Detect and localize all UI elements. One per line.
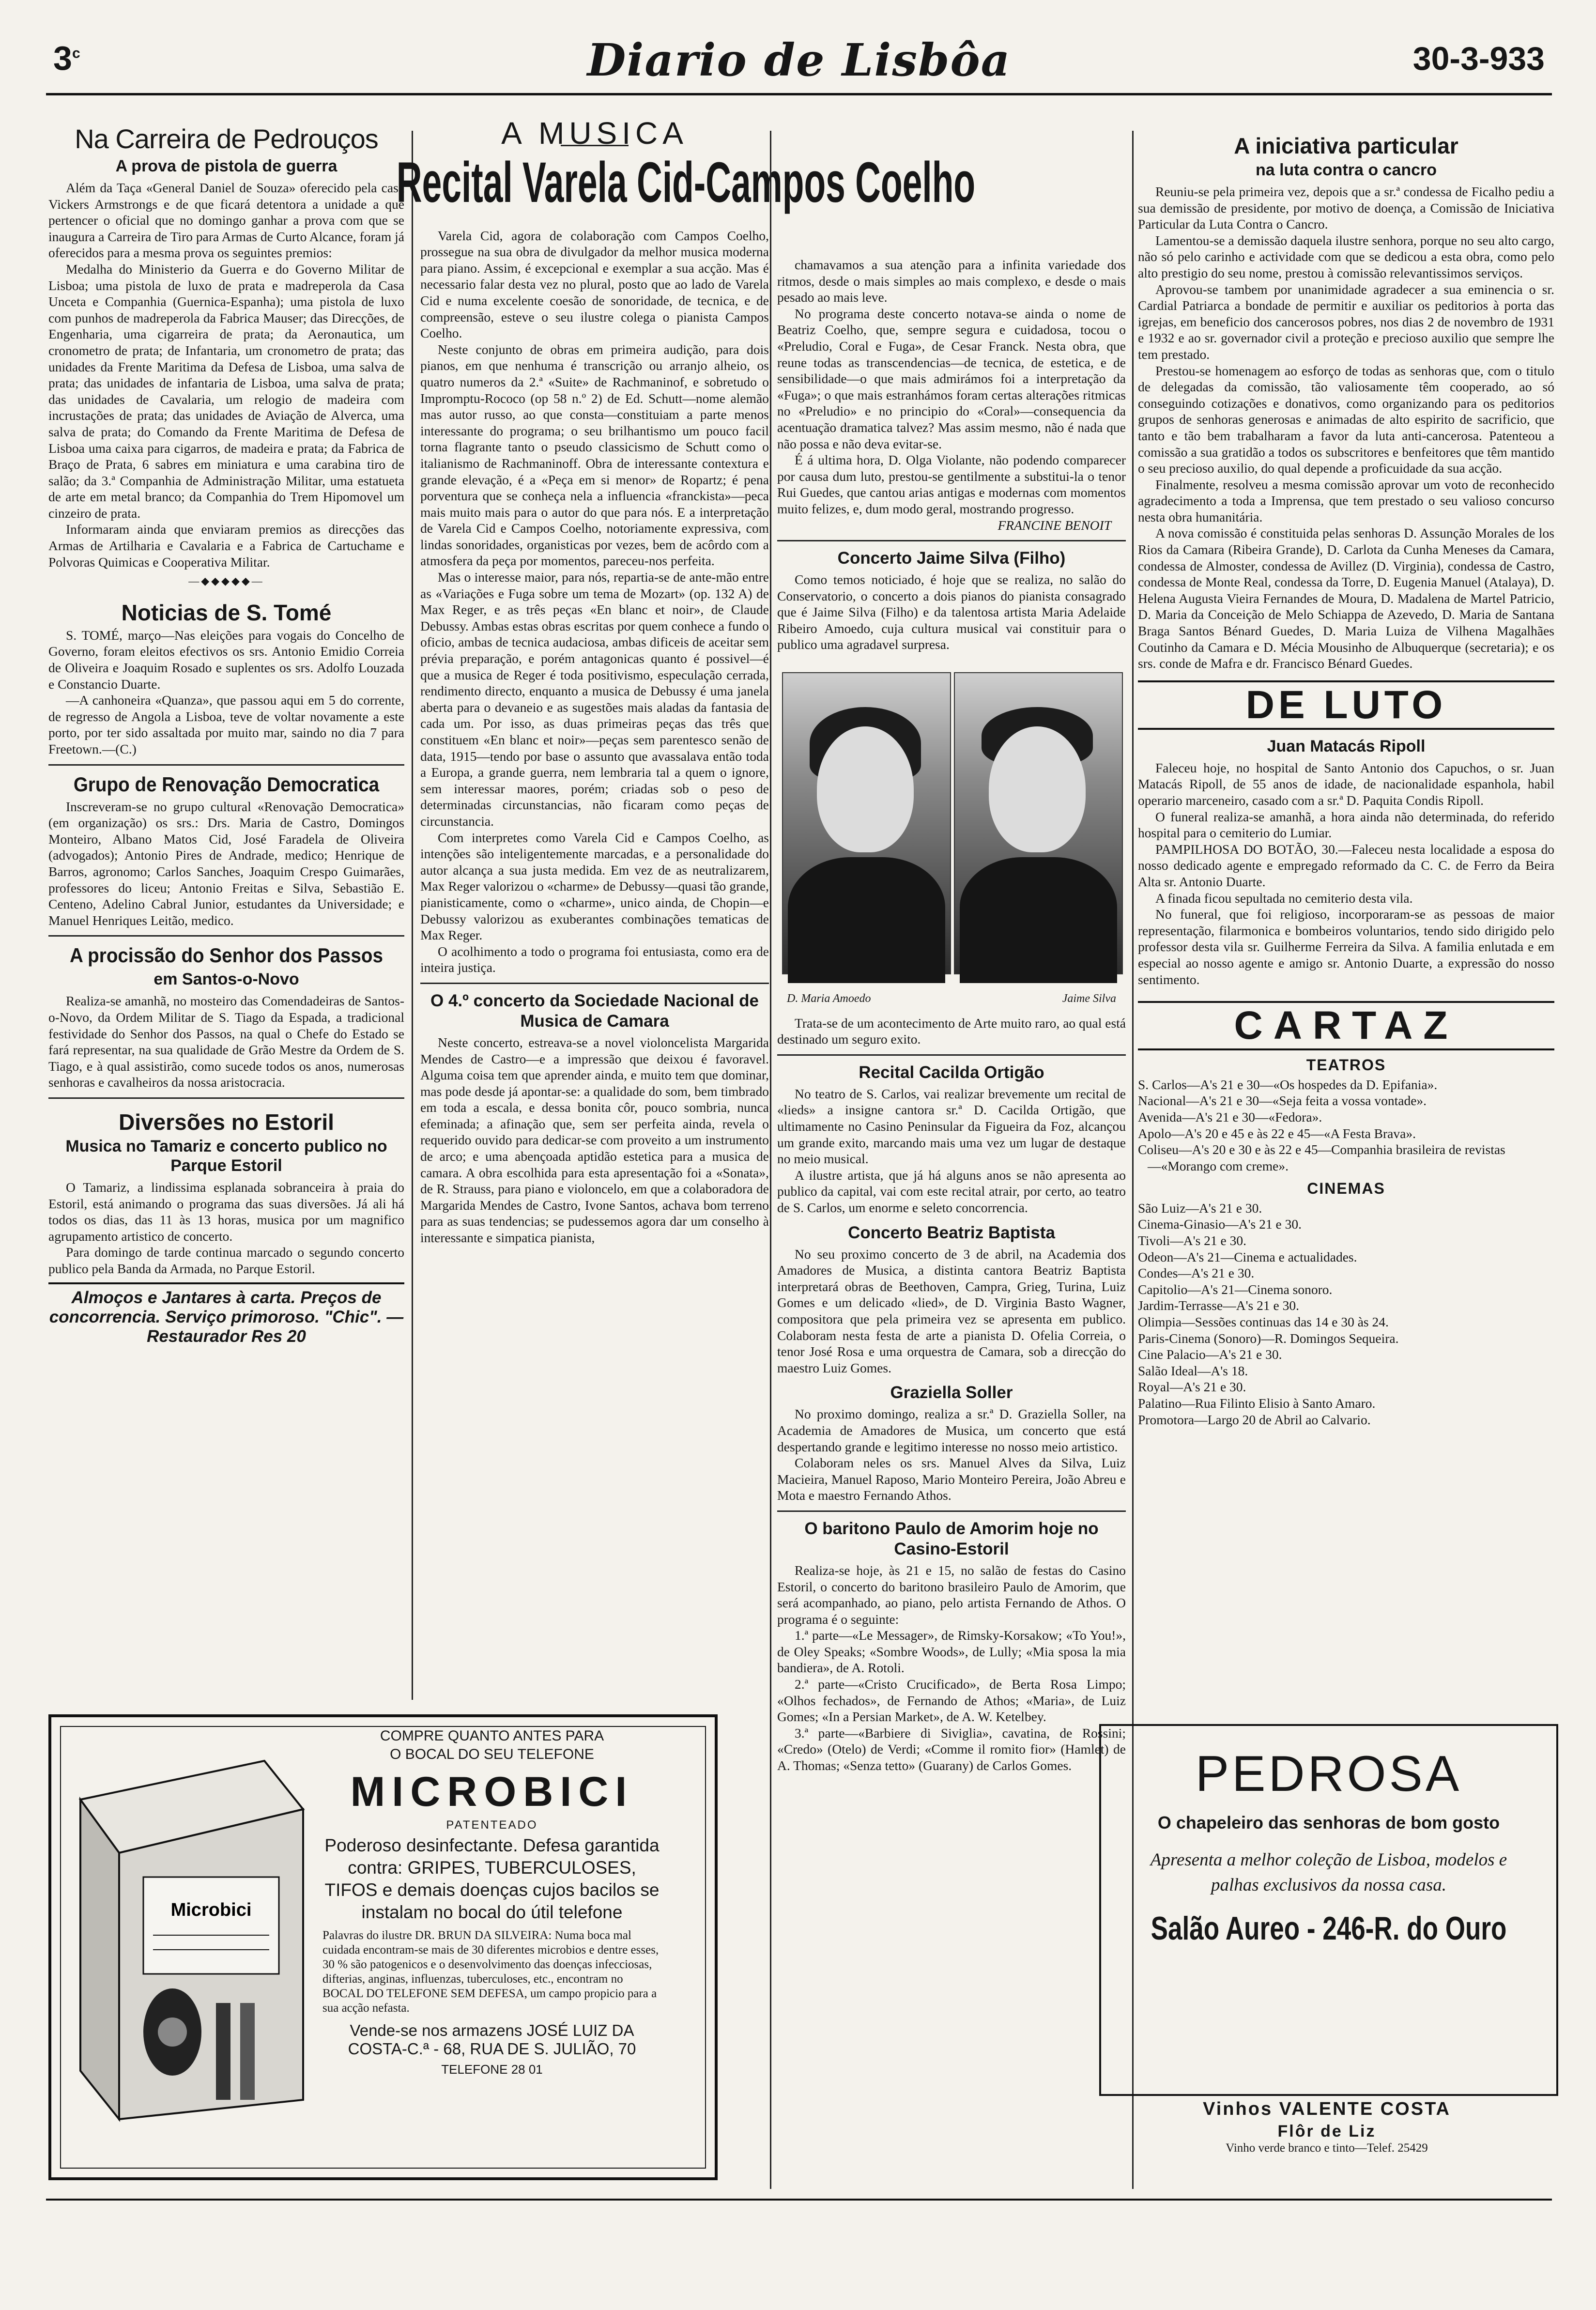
teatros-label: TEATROS <box>1306 1056 1386 1074</box>
photo-captions <box>787 991 1116 1007</box>
cinemas-label: CINEMAS <box>1307 1180 1385 1198</box>
list-item: Condes—A's 21 e 30. <box>1138 1265 1255 1281</box>
list-item: Palatino—Rua Filinto Elisio à Santo Amaro. <box>1138 1396 1376 1411</box>
ad-top-line-2: O BOCAL DO SEU TELEFONE <box>390 1746 594 1762</box>
paragraph: Para domingo de tarde continua marcado o segundo concerto publico pela Banda da Armada, no Parque Estoril. <box>48 1245 404 1276</box>
paragraph: No funeral, que foi religioso, incorporaram-se as pessoas de maior representação, filarmonica e bombeiros voluntarios, tendo sido dirigido pelo professor desta vila sr. Guilherme Ferreira da Silva. A familia enlutada e em especial ao nosso agente e amigo sr. Antonio Duarte, a expressão do nosso sentimento. <box>1138 907 1554 987</box>
headline-juan-ripoll: Juan Matacás Ripoll <box>1267 737 1426 755</box>
caption-right: Jaime Silva <box>1062 992 1116 1005</box>
list-item: Promotora—Largo 20 de Abril ao Calvario. <box>1138 1412 1371 1427</box>
paragraph: Colaboram neles os srs. Manuel Alves da Silva, Luiz Macieira, Manuel Raposo, Mario Monteiro Pereira, João Abreu e Mota e maestro Fernando Athos. <box>777 1455 1126 1503</box>
paragraph: A ilustre artista, que já há alguns anos se não apresenta ao publico da capital, vai com este recital atrair, por certo, ao teatro de S. Carlos, um enorme e seleto concorrencia. <box>777 1167 1126 1215</box>
paragraph: Neste conjunto de obras em primeira audição, para dois pianos, em que nenhuma é transcrição ou arranjo alheio, os quatro numeros da 2.ª «Suite» de Rachmaninof, e sobretudo o Impromptu-Rococo (op 58 n.º 2) de Ed. Schutt—nome alemão mas autor russo, ao que consta—constituiam a parte menos interessante do programa; o seu brilhantismo um pouco facil torna flagrante tanto o pseudo classicismo de Schutt como o italianismo de Rachmaninoff. Obra de interessante contextura e grande elevação, é a «Peça em si menor» de Ropartz; é pena porventura que se conheça nela a influencia «franckista»—peca mais muito mais para o autor do que para nós. E a interpretação de Varela Cid e Campos Coelho, notoriamente expressiva, com lindas sonoridades, organisticas por vezes, bem de acôrdo com a atmosfera da peça por momentos, pareceu-nos perfeita. <box>420 341 769 569</box>
headline-beatriz: Concerto Beatriz Baptista <box>848 1223 1055 1242</box>
section-title-musica: A MUSICA <box>501 116 688 151</box>
subheadline-tamariz: Musica no Tamariz e concerto publico no Parque Estoril <box>65 1137 387 1175</box>
headline-pedroucos: Na Carreira de Pedrouços <box>75 123 378 154</box>
headline-jaime-silva: Concerto Jaime Silva (Filho) <box>837 549 1066 568</box>
microbici-advertisement <box>48 1714 718 2180</box>
list-item: Cinema-Ginasio—A's 21 e 30. <box>1138 1217 1302 1232</box>
ad-fine-print: Palavras do ilustre DR. BRUN DA SILVEIRA: Numa boca mal cuidada encontram-se mais de 30 diferentes microbios e dentre esses, 30 % são patogenicos e o desenvolvimento das doenças infecciosas, difterias, anginas, influenzas, tuberculoses, etc., encontram no BOCAL DO TELEFONE SEM DEFESA, um campo propicio para a sua acção nefasta. <box>322 1929 659 2015</box>
paragraph: Lamentou-se a demissão daquela ilustre senhora, porque no seu alto cargo, não só pelo carinho e actividade com que se dedicou a esta obra, como pelo alto prestigio do seu nome, prestou à comissão relevantissimos serviços. <box>1138 232 1554 280</box>
list-item: São Luiz—A's 21 e 30. <box>1138 1200 1262 1216</box>
paragraph: A nova comissão é constituida pelas senhoras D. Assunção Morales de los Rios da Camara (Ribeira Grande), D. Carlota da Cunha Meneses da Camara, condessa de Almoster, condessa de Avillez (D. Virginia), condessa de Castro, condessa de Monte Real, condessa da Torre, D. Eugenia Manuel (Atalaya), D. Helena Augusta Vieira Fernandes de Moura, D. Madalena de Martel Patricio, D. Maria da Conceição de Melo Schiappa de Azevedo, D. Maria de Santana Braga Santos Bénard Guedes, D. Maria Luiza de Vilhena Magalhães Coutinho da Camara e D. Mécia Mousinho de Albuquerque (secretaria); e os srs. conde de Mafra e dr. Francisco Bénard Guedes. <box>1138 525 1554 671</box>
paragraph: Faleceu hoje, no hospital de Santo Antonio dos Capuchos, o sr. Juan Matacás Ripoll, de 55 anos de idade, de nacionalidade espanhola, habil operario marceneiro, casado com a sr.ª D. Paquita Condis Ripoll. <box>1138 760 1554 808</box>
paragraph: O acolhimento a todo o programa foi entusiasta, como era de inteira justiça. <box>420 943 769 975</box>
paragraph: Aprovou-se tambem por unanimidade agradecer a sua eminencia o sr. Cardial Patriarca a bondade de permitir e auxiliar os peditorios à porta das igrejas, em beneficio dos cancerosos pobres, nos dias 2 de novembro de 1931 e 1932 e ao sr. governador civil a proteção e precioso auxilio que sempre lhe tem prestado. <box>1138 281 1554 362</box>
list-item: Tivoli—A's 21 e 30. <box>1138 1233 1246 1248</box>
ornament-divider: —◆◆◆◆◆— <box>188 575 264 587</box>
paragraph: Inscreveram-se no grupo cultural «Renovação Democratica» (em organização) os srs.: Drs. Maria de Castro, Domingos Monteiro, Albano Matos Cid, José Faradela de Oliveira (advogados); Antonio Pires de Andrade, medico; Henrique de Barros, agronomo; Carlos Sanches, Joaquim Crespo Guimarães, professores do liceu; Antonio Freitas e Silva, Sebastião E. Centeno, Adelino Cabral Junior, estudantes da Universidade; e Manuel Henriques Leitão, medico. <box>48 799 404 928</box>
paragraph: 2.ª parte—«Cristo Crucificado», de Berta Rosa Limpo; «Olhos fechados», de Fernando de Athos; «Maria», de Luiz Gomes; «In a Persian Market», de A. W. Ketelbey. <box>777 1677 1126 1725</box>
portrait-face <box>817 726 914 852</box>
headline-renovacao: Grupo de Renovação Democratica <box>73 772 380 796</box>
paragraph: Prestou-se homenagem ao esforço de todas as senhoras que, com o titulo de delegadas da comissão, tão valiosamente têm cooperado, ao só conseguindo cotizações e donativos, como organizando para os peditorios grupos de senhoras generosas e animadas de alto espirito de sacrificio, que tanto e tão bem trabalharam a favor da luta anti-cancerosa. Patenteou a comissão a sua gratidão a todos os subscritores e benfeitores que têm mantido o seu precioso auxilio, do qual depende a proficuidade da sua acção. <box>1138 363 1554 476</box>
ad-phone: TELEFONE 28 01 <box>441 2062 543 2077</box>
headline-estoril: Diversões no Estoril <box>119 1109 334 1135</box>
paragraph: Com interpretes como Varela Cid e Campos Coelho, as intenções são inteligentemente marcadas, e a personalidade do autor alcança a sua justa medida. Em vez de as neutralizarem, Max Reger valorizou o «charme» de Debussy—quasi tão grande, pianisticamente, como o «charme», unico ainda, de Chopin—e Debussy valorizou as exuberantes combinações tematicas de Max Reger. <box>420 830 769 943</box>
portrait-body <box>788 857 945 983</box>
divider <box>420 983 769 984</box>
list-item: Coliseu—A's 20 e 30 e às 22 e 45—Companhia brasileira de revistas—«Morango com creme». <box>1138 1142 1505 1173</box>
paragraph: O Tamariz, a lindissima esplanada sobranceira à praia do Estoril, está animando o programa das suas diversões. Já ali há todos os dias, das 11 às 13 horas, musica por um magnifico agrupamento artistico de concerto. <box>48 1179 404 1244</box>
disinfectant-box-illustration <box>61 1732 313 2129</box>
list-item: Avenida—A's 21 e 30—«Fedora». <box>1138 1109 1322 1124</box>
ad-sales-address: Vende-se nos armazens JOSÉ LUIZ DA COSTA-C.ª - 68, RUA DE S. JULIÃO, 70 <box>348 2021 636 2058</box>
svg-text:Microbici: Microbici <box>170 1900 252 1920</box>
paragraph: É á ultima hora, D. Olga Violante, não podendo comparecer por causa dum luto, prestou-se gentilmente a substitui-la o tenor Rui Guedes, que cantou arias antigas e modernas com momentos muito felizes, e, dum modo geral, mostrando progresso. <box>777 452 1126 516</box>
vinhos-advertisement <box>1099 2097 1554 2155</box>
cinemas-list <box>1138 1200 1554 1428</box>
page-number: 3$^c$ <box>53 39 80 77</box>
paragraph: 1.ª parte—«Le Messager», de Rimsky-Korsakow; «To You!», de Oley Speaks; «Sombre Woods», de Lully; «Mia sposa la mia bandiera», de A. Rotoli. <box>777 1628 1126 1676</box>
subheadline-santos: em Santos-o-Novo <box>153 970 299 989</box>
author-signature: FRANCINE BENOIT <box>998 517 1111 533</box>
paragraph: Trata-se de um acontecimento de Arte muito raro, ao qual está destinado um seguro exito. <box>777 1015 1126 1047</box>
portrait-photos <box>782 672 1121 987</box>
bottom-rule <box>46 2199 1552 2201</box>
column-3 <box>777 257 1126 2310</box>
paragraph: 3.ª parte—«Barbiere di Siviglia», cavatina, de Rossini; «Credo» (Otelo) de Verdi; «Comme il romito fior» (Hamlet) de A. Thomas; «Senza tetto» (Guarany) de Carlos Gomes. <box>777 1725 1126 1773</box>
newspaper-title: Diario de Lisbôa <box>587 34 1011 86</box>
paragraph: Informaram ainda que enviaram premios as direcções das Armas de Artilharia e Cavalaria e a Fabrica de Cartuchame e Polvoras Quimicas e Cooperativa Militar. <box>48 522 404 570</box>
headline-iniciativa: A iniciativa particular <box>1234 133 1458 158</box>
paragraph: Varela Cid, agora de colaboração com Campos Coelho, prossegue na sua obra de divulgador da melhor musica moderna para piano. Assim, é excepcional e exemplar a sua acção. Mas é necessario falar desta vez no plural, posto que ao lado de Varela Cid e numa excelente coesão de sonoridade, de tecnica, e de compreensão, esteve o seu ilustre colega o pianista Campos Coelho. <box>420 228 769 341</box>
ad-body: Poderoso desinfectante. Defesa garantida contra: GRIPES, TUBERCULOSES, TIFOS e demais doenças cujos bacilos se instalam no bocal do útil telefone <box>324 1835 660 1922</box>
issue-date: 30-3-933 <box>1412 40 1545 77</box>
column-rule <box>412 131 413 1700</box>
list-item: Apolo—A's 20 e 45 e às 22 e 45—«A Festa Brava». <box>1138 1125 1416 1141</box>
paragraph: Como temos noticiado, é hoje que se realiza, no salão do Conservatorio, o concerto a dois pianos do pianista consagrado que é Jaime Silva (Filho) e da talentosa artista Maria Adelaide Ribeiro Amoedo, cuja cultura musical vai constituir para o publico uma agradavel surpresa. <box>777 572 1126 652</box>
ad-copy <box>322 1727 661 2079</box>
list-item: Royal—A's 21 e 30. <box>1138 1379 1246 1395</box>
vinhos-subtitle: Flôr de Liz <box>1277 2122 1376 2141</box>
paragraph: Além da Taça «General Daniel de Souza» oferecido pela casa Vickers Armstrongs e de que ficará detentora a unidade a que pertencer o oficial que no domingo ganhar a prova com que se inaugura a Carreira de Tiro para Armas de Curto Alcance, foram já oferecidos para a mesma prova os seguintes premios: <box>48 180 404 261</box>
paragraph: No programa deste concerto notava-se ainda o nome de Beatriz Coelho, que, sempre segura e cuidadosa, tocou o «Preludio, Coral e Fuga», de Cesar Franck. Nesta obra, que reune todas as transcendencias—de tecnica, de estetica, e de sensibilidade—o que mais admirámos foi a interpretação da «Fuga»; o que mais estranhámos foram certas alterações ritmicas no «Preludio» e no principio do «Coral»—consequencia da acentuação dramatica talvez? Mas assim mesmo, não é nada que não possa e não deva evitar-se. <box>777 306 1126 451</box>
pedrosa-tagline: O chapeleiro das senhoras de bom gosto <box>1157 1813 1500 1833</box>
divider <box>777 540 1126 541</box>
paragraph: —A canhoneira «Quanza», que passou aqui em 5 do corrente, de regresso de Angola a Lisboa, teve de voltar novamente a este porto, por ter sido assaltada por muito mar, saindo no dia 7 para Freetown.—(C.) <box>48 693 404 756</box>
ad-top-line-1: COMPRE QUANTO ANTES PARA <box>380 1728 604 1744</box>
pedrosa-description: Apresenta a melhor coleção de Lisboa, modelos e palhas exclusivos da nossa casa. <box>1150 1850 1507 1895</box>
column-rule <box>770 131 771 2189</box>
cartaz-header: CARTAZ <box>1138 1001 1554 1050</box>
headline-cacilda: Recital Cacilda Ortigão <box>859 1063 1044 1082</box>
list-item: Nacional—A's 21 e 30—«Seja feita a vossa vontade». <box>1138 1093 1427 1109</box>
column-4-inner <box>1109 133 1554 1428</box>
portrait-jaime-silva <box>954 672 1123 974</box>
headline-sao-tome: Noticias de S. Tomé <box>121 600 332 625</box>
ad-brand-microbici: MICROBICI <box>350 1769 634 1815</box>
divider <box>48 1097 404 1099</box>
caption-left: D. Maria Amoedo <box>787 992 871 1005</box>
divider <box>48 764 404 766</box>
column-4 <box>1109 119 1554 1712</box>
de-luto-header: DE LUTO <box>1138 680 1554 730</box>
divider <box>777 1054 1126 1056</box>
column-1 <box>48 119 404 1697</box>
paragraph: Reuniu-se pela primeira vez, depois que a sr.ª condessa de Ficalho pediu a sua demissão de presidente, por motivo de doença, a Comissão de Iniciativa Particular da Luta Contra o Cancro. <box>1138 184 1554 232</box>
vinhos-line: Vinho verde branco e tinto—Telef. 25429 <box>1226 2141 1428 2155</box>
headline-sociedade: O 4.º concerto da Sociedade Nacional de Musica de Camara <box>430 991 759 1031</box>
list-item: Jardim-Terrasse—A's 21 e 30. <box>1138 1298 1299 1313</box>
ad-patented: PATENTEADO <box>446 1818 538 1832</box>
divider <box>777 1510 1126 1512</box>
subheadline-cancro: na luta contra o cancro <box>1255 161 1437 179</box>
paragraph: Medalha do Ministerio da Guerra e do Governo Militar de Lisboa; uma pistola de luxo de prata e madreperola da Casa Unceta e Companhia (Guernica-Espanha); uma pistola de luxo com punhos de madreperola da Fabrica Mauser; das Direcções, de Engenharia, uma cigarreira de prata; da Aeronautica, um cronometro de prata; de Infantaria, um cronometro de prata; das unidades da Frente Maritima da Defesa de Lisboa, uma salva de prata; das unidades de infantaria de Lisboa, uma salva de prata; das unidades de Cavalaria, um relogio de madeira com incrustações de prata; das unidades de Aviação de Alverca, uma salva de prata; do Comando da Frente Maritima de Defesa de Lisboa uma caixa para cigarros, de madeira e prata; da Fabrica de Braço de Prata, 6 sabres em miniatura e uma carabina tiro de salão; da 3.ª Companhia de Administração Militar, uma estatueta de arte em metal branco; da Companhia do Trem Hipomovel um cinzeiro de prata. <box>48 261 404 521</box>
paragraph: No seu proximo concerto de 3 de abril, na Academia dos Amadores de Musica, a distinta cantora Beatriz Baptista interpretará obras de Beethoven, Campra, Grieg, Turina, Luiz Gomes e um delicado «lied», de D. Virginia Basto Wagner, compositora que pela primeira vez se apresenta em publico. Colaboram nesta festa de arte a pianista D. Ofelia Correia, o tenor José Rosa e uma orquestra de Camara, sob a direcção do maestro Luiz Gomes. <box>777 1246 1126 1375</box>
headline-graziella: Graziella Soller <box>890 1383 1013 1402</box>
pedrosa-name: PEDROSA <box>1195 1746 1462 1802</box>
restaurant-ad-strip: Almoços e Jantares à carta. Preços de concorrencia. Serviço primoroso. "Chic". — Restaurador Res 20 <box>48 1282 404 1346</box>
list-item: S. Carlos—A's 21 e 30—«Os hospedes da D. Epifania». <box>1138 1077 1438 1092</box>
list-item: Cine Palacio—A's 21 e 30. <box>1138 1347 1282 1362</box>
paragraph: Finalmente, resolveu a mesma comissão aprovar um voto de reconhecido agradecimento a toda a Imprensa, que tem prestado o seu valioso concurso nesta obra humanitária. <box>1138 477 1554 524</box>
paragraph: No teatro de S. Carlos, vai realizar brevemente um recital de «lieds» a insigne cantora sr.ª D. Cacilda Ortigão, que ultimamente no Casino Peninsular da Figueira da Foz, alcançou um grande exito, marcando mais uma vez um lugar de destaque no meio musical. <box>777 1086 1126 1167</box>
paragraph: O funeral realiza-se amanhã, a hora ainda não determinada, do referido hospital para o cemiterio do Lumiar. <box>1138 809 1554 841</box>
portrait-maria-amoedo <box>782 672 951 974</box>
pedrosa-store-address: Salão Aureo - 246-R. do Ouro <box>1151 1910 1507 1947</box>
headline-paulo-amorim: O baritono Paulo de Amorim hoje no Casino-Estoril <box>804 1519 1099 1558</box>
portrait-face <box>989 726 1086 852</box>
pedrosa-advertisement <box>1099 1724 1558 2096</box>
paragraph: PAMPILHOSA DO BOTÃO, 30.—Faleceu nesta localidade a esposa do nosso dedicado agente e empregado reformado da C. C. de Ferro da Beira Alta sr. Antonio Duarte. <box>1138 841 1554 889</box>
list-item: Paris-Cinema (Sonoro)—R. Domingos Sequeira. <box>1138 1330 1399 1346</box>
paragraph: A finada ficou sepultada no cemiterio desta vila. <box>1155 890 1413 906</box>
vinhos-title: Vinhos VALENTE COSTA <box>1203 2099 1451 2119</box>
paragraph: Realiza-se amanhã, no mosteiro das Comendadeiras de Santos-o-Novo, da Ordem Militar de S. Tiago da Espada, a tradicional festividade do Senhor dos Passos, na qual o Chefe do Estado se fará representar, na sua qualidade de Grão Mestre da Ordem de S. Tiago, e à qual assistirão, como sucede todos os anos, numerosas senhoras e cavalheiros da nossa aristocracia. <box>48 993 404 1090</box>
masthead <box>44 34 1554 92</box>
paragraph: S. TOMÉ, março—Nas eleições para vogais do Concelho de Governo, foram eleitos efectivos os srs. Antonio Emidio Correia de Oliveira e Joaquim Rosado e suplentes os srs. Adolfo Louzada e Constancio Duarte. <box>48 627 404 692</box>
list-item: Salão Ideal—A's 18. <box>1138 1363 1248 1378</box>
paragraph: No proximo domingo, realiza a sr.ª D. Graziella Soller, na Academia de Amadores de Musica, um concerto que está despertando grande e legitimo interesse no nosso meio artistico. <box>777 1406 1126 1454</box>
paragraph: chamavamos a sua atenção para a infinita variedade dos ritmos, desde o mais simples ao mais complexo, e desde o mais pesado ao mais leve. <box>777 257 1126 305</box>
subheadline-pistola: A prova de pistola de guerra <box>115 157 338 175</box>
list-item: Odeon—A's 21—Cinema e actualidades. <box>1138 1249 1357 1264</box>
divider <box>48 935 404 937</box>
headline-recital: Recital Varela Cid-Campos Coelho <box>396 150 976 215</box>
paragraph: Realiza-se hoje, às 21 e 15, no salão de festas do Casino Estoril, o concerto do baritono brasileiro Paulo de Amorim, que será acompanhado, ao piano, pelo artista Fernando de Athos. O programa é o seguinte: <box>777 1562 1126 1627</box>
paragraph: Mas o interesse maior, para nós, repartia-se de ante-mão entre as «Variações e Fuga sobre um tema de Mozart» (op. 132 A) de Max Reger, e as três peças «En blanc et noir», de Claude Debussy. Ambas estas obras escritas por quem conhece a fundo o oficio, ambas de tecnica audaciosa, ambas dificeis de aceitar sem prévia preparação, e porém antagonicas quanto é possivel—é que a musica de Reger é toda positivismo, especulação cerrada, rendimento directo, enquanto a musica de Debussy é uma janela aberta para o devaneio e as sugestões mais aladas da fantasia de cada um. Por isso, as duas primeiras peças das três que constituem «En blanc et noir»—peças sem parentesco senão de data, 1915—tendo por base o assunto que avassalava então toda a Europa, a grande guerra, nem lembraria tal a quem o ignore, sem interessar maores, porém; criadas sob o peso de determinadas circunstancias, não ficaram como peças de circunstancia. <box>420 570 769 829</box>
headline-procissao: A procissão do Senhor dos Passos <box>69 944 384 967</box>
teatros-list <box>1138 1077 1554 1174</box>
list-item: Olimpia—Sessões continuas das 14 e 30 às 24. <box>1138 1314 1389 1330</box>
list-item: Capitolio—A's 21—Cinema sonoro. <box>1138 1281 1333 1297</box>
masthead-rule <box>46 93 1552 95</box>
paragraph: Neste concerto, estreava-se a novel violoncelista Margarida Mendes de Castro—e a impressão que deixou é favoravel. Alguma coisa tem que aprender ainda, e muito tem que dominar, mas pode desde já apontar-se: a qualidade do som, bem timbrado em toda a escala, e dessa bonita côr, pouco sombria, nunca efeminada; a afinação que, sem ser perfeita ainda, revela o requerido ouvido para dedicar-se com proveito a um instrumento de arco; e uma abençoada aptidão estetica para a musica de camara. A obra escolhida para esta apresentação foi a «Sonata», de R. Strauss, para piano e violoncelo, em que a colaboradora de Margarida Mendes de Castro, Ivone Santos, achava bom terreno para as suas tendencias; se pudessemos agora dar um conselho à interessante e simpatica pianista, <box>420 1034 769 1246</box>
portrait-body <box>960 857 1117 983</box>
